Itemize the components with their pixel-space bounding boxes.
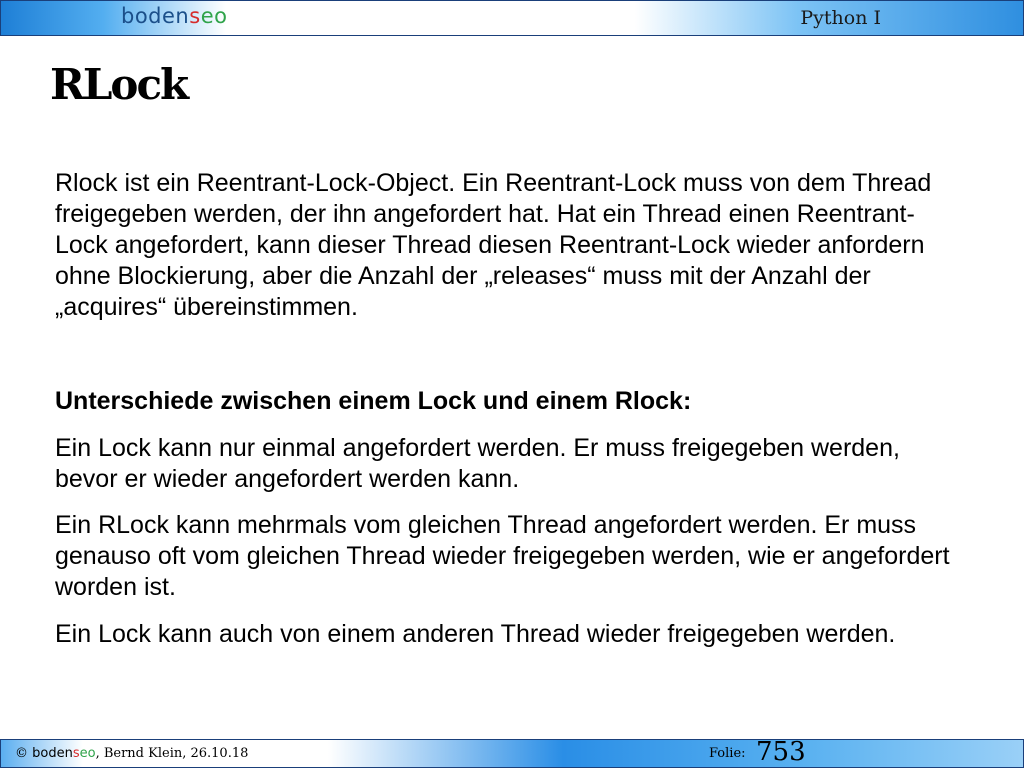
intro-paragraph: Rlock ist ein Reentrant-Lock-Object. Ein Reentrant-Lock muss von dem Thread freigegeben werden, der ihn angefordert hat. Hat ein Thread einen Reentrant-Lock angefordert, kann dieser Thread diesen Reentrant-Lock wieder anfordern ohne Blockierung, aber die Anzahl der „releases“ muss mit der Anzahl der „acquires“ übereinstimmen. bbox=[55, 169, 932, 321]
logo-part-1: boden bbox=[121, 4, 190, 28]
logo-small-part-1: boden bbox=[32, 746, 73, 761]
footer-credits bbox=[15, 746, 248, 761]
logo-part-3: eo bbox=[200, 4, 228, 28]
paragraph-release: Ein Lock kann auch von einem anderen Thread wieder freigegeben werden. bbox=[55, 620, 896, 648]
bodenseo-logo bbox=[121, 4, 227, 28]
copyright-symbol: © bbox=[15, 746, 28, 761]
paragraph-lock: Ein Lock kann nur einmal angefordert werden. Er muss freigegeben werden, bevor er wieder angefordert werden kann. bbox=[55, 434, 900, 493]
paragraph-rlock: Ein RLock kann mehrmals vom gleichen Thread angefordert werden. Er muss genauso oft vom gleichen Thread wieder freigegeben werden, wie er angefordert worden ist. bbox=[55, 511, 950, 601]
slide-content bbox=[55, 168, 955, 648]
course-title: Python I bbox=[800, 7, 881, 29]
folie-label: Folie: bbox=[709, 746, 746, 761]
logo-small-part-2: s bbox=[72, 746, 80, 761]
logo-part-2: s bbox=[189, 4, 201, 28]
bodenseo-logo-small bbox=[32, 746, 95, 761]
footer-bar bbox=[0, 739, 1024, 768]
header-bar bbox=[0, 0, 1024, 36]
author-date: , Bernd Klein, 26.10.18 bbox=[95, 746, 249, 761]
slide-title: RLock bbox=[50, 60, 188, 109]
section-heading: Unterschiede zwischen einem Lock und einem Rlock: bbox=[55, 387, 692, 415]
folie-number: 753 bbox=[756, 737, 806, 767]
logo-small-part-3: eo bbox=[79, 746, 96, 761]
